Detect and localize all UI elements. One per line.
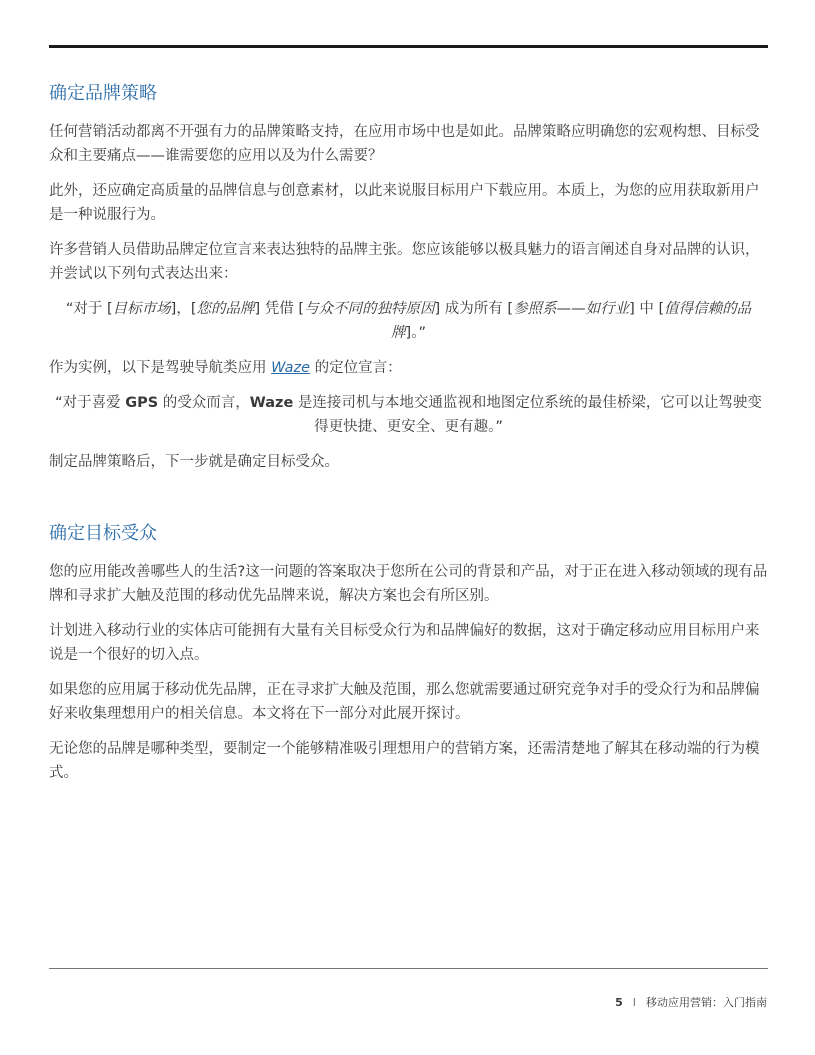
footer-separator: I (632, 996, 636, 1009)
waze-link[interactable]: Waze (271, 360, 311, 376)
quote-placeholder: 参照系——如行业 (513, 301, 630, 317)
page-number: 5 (615, 996, 623, 1009)
quote-text: ] 凭借 [ (254, 301, 305, 317)
quote-text: “对于喜爱 (55, 395, 126, 411)
heading-target-audience: 确定目标受众 (49, 523, 157, 544)
quote-placeholder: 与众不同的独特原因 (304, 301, 435, 317)
quote-placeholder: 您的品牌 (196, 301, 255, 317)
document-title: 移动应用营销：入门指南 (646, 996, 767, 1009)
paragraph-text: 作为实例，以下是驾驶导航类应用 (49, 360, 272, 376)
paragraph-text: 的定位宣言： (310, 360, 402, 376)
page-content (49, 80, 768, 785)
section-target-audience (49, 520, 768, 785)
quote-text: ]。” (405, 325, 426, 341)
section-brand-strategy (49, 80, 768, 474)
paragraph: 您的应用能改善哪些人的生活?这一问题的答案取决于您所在公司的背景和产品，对于正在进入移动领域的现有品牌和寻求扩大触及范围的移动优先品牌来说，解决方案也会有所区别。 (49, 564, 768, 604)
quote-text: 是连接司机与本地交通监视和地图定位系统的最佳桥梁，它可以让驾驶变得更快捷、更安全、更有趣。” (293, 395, 762, 435)
positioning-template-quote (49, 297, 768, 345)
paragraph (49, 356, 768, 380)
paragraph: 如果您的应用属于移动优先品牌，正在寻求扩大触及范围，那么您就需要通过研究竞争对手的受众行为和品牌偏好来收集理想用户的相关信息。本文将在下一部分对此展开探讨。 (49, 682, 760, 722)
quote-placeholder: 目标市场 (112, 301, 171, 317)
waze-positioning-quote (49, 391, 768, 439)
quote-text: ] 成为所有 [ (434, 301, 514, 317)
top-rule (49, 45, 768, 48)
quote-placeholder: 值得信赖的品牌 (391, 301, 752, 341)
paragraph: 任何营销活动都离不开强有力的品牌策略支持，在应用市场中也是如此。品牌策略应明确您的宏观构想、目标受众和主要痛点——谁需要您的应用以及为什么需要？ (49, 124, 760, 164)
quote-text: “对于 [ (65, 301, 113, 317)
quote-text: ]，[ (170, 301, 197, 317)
quote-text: ] 中 [ (629, 301, 665, 317)
heading-brand-strategy: 确定品牌策略 (49, 83, 157, 104)
paragraph: 制定品牌策略后，下一步就是确定目标受众。 (49, 454, 339, 470)
paragraph: 此外，还应确定高质量的品牌信息与创意素材，以此来说服目标用户下载应用。本质上，为您的应用获取新用户是一种说服行为。 (49, 183, 760, 223)
page-footer (615, 994, 767, 1010)
paragraph: 计划进入移动行业的实体店可能拥有大量有关目标受众行为和品牌偏好的数据，这对于确定移动应用目标用户来说是一个很好的切入点。 (49, 623, 760, 663)
paragraph: 无论您的品牌是哪种类型，要制定一个能够精准吸引理想用户的营销方案，还需清楚地了解其在移动端的行为模式。 (49, 741, 760, 781)
quote-bold: Waze (249, 395, 294, 411)
bottom-rule (49, 968, 768, 969)
paragraph: 许多营销人员借助品牌定位宣言来表达独特的品牌主张。您应该能够以极具魅力的语言阐述自身对品牌的认识，并尝试以下列句式表达出来： (49, 242, 760, 282)
quote-bold: GPS (125, 395, 159, 411)
quote-text: 的受众而言， (158, 395, 250, 411)
